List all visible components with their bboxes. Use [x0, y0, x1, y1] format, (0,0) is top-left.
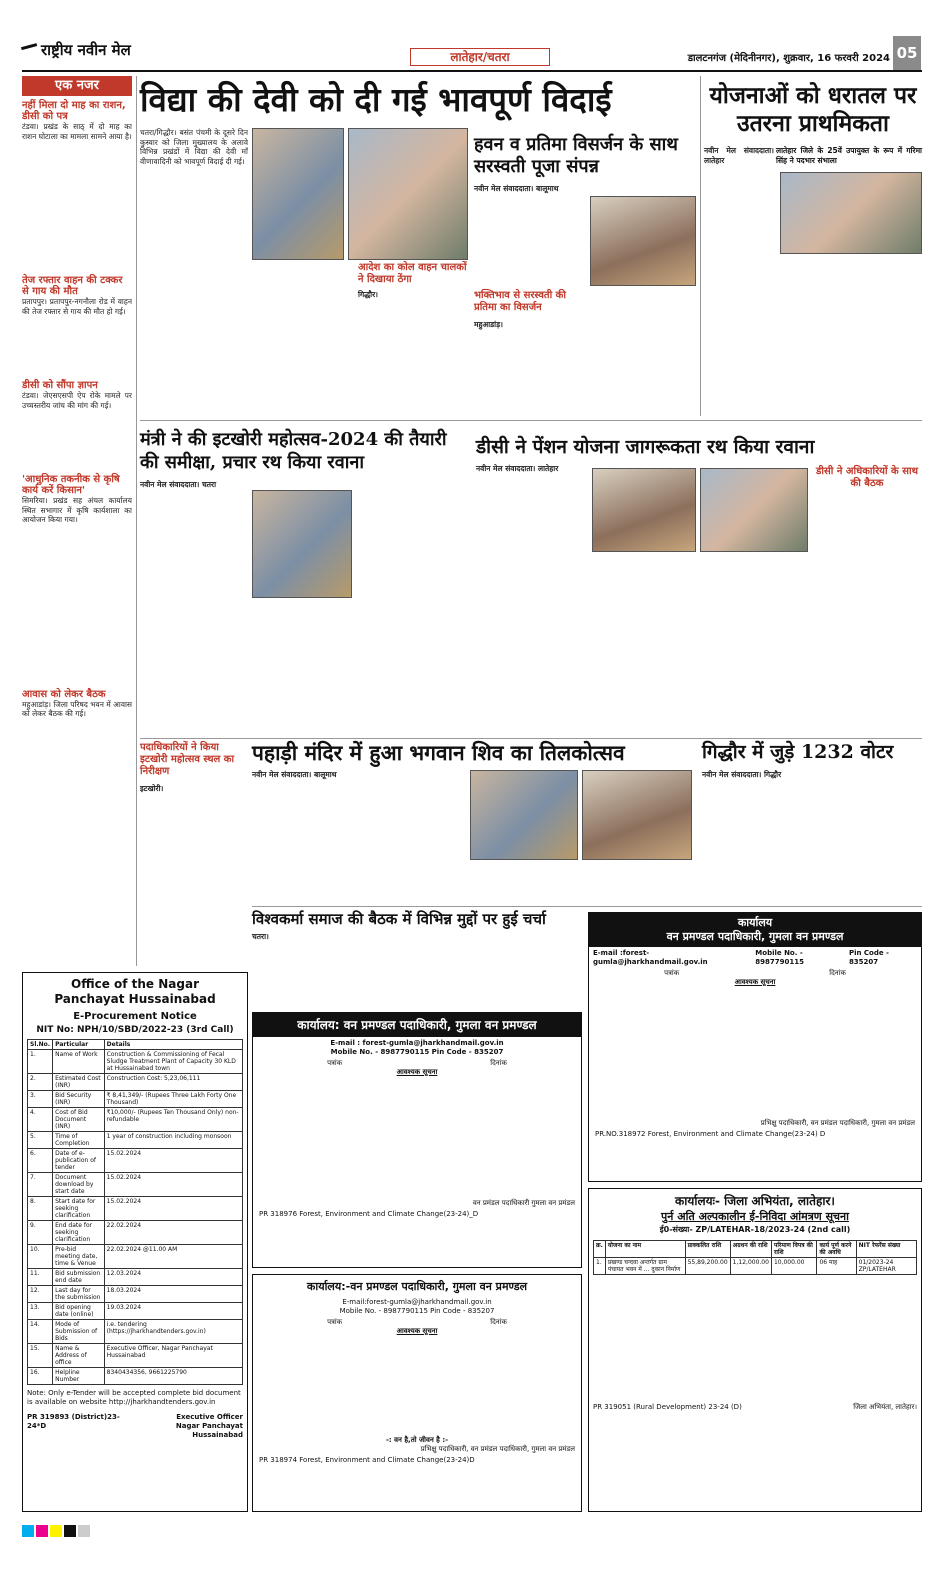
- table-header-cell: अग्रधन की राशि: [730, 1241, 771, 1258]
- table-cell: Name of Work: [53, 1050, 105, 1074]
- bird-icon: [21, 43, 39, 57]
- story-subhead: लातेहार जिले के 25वें उपायुक्त के रूप में गरिमा सिंह ने पदभार संभाला: [776, 146, 922, 165]
- notice-reference: ई0-संख्या- ZP/LATEHAR-18/2023-24 (2nd call): [659, 1225, 851, 1234]
- patrank-label: पत्रांक: [327, 1318, 343, 1326]
- table-cell: 4.: [28, 1108, 53, 1132]
- story-photo: [590, 196, 696, 286]
- masthead-logo: राष्ट्रीय नवीन मेल: [22, 40, 162, 68]
- table-cell: Construction & Commissioning of Fecal Sludge Treatment Plant of Capacity 30 KLD at Hussainabad town: [104, 1050, 242, 1074]
- story-body: [140, 492, 248, 734]
- table-cell: 9.: [28, 1221, 53, 1245]
- lead-photo-procession: [348, 128, 468, 260]
- story-body: [474, 196, 586, 286]
- brief-text: टंडवा। जेएसएसपी ऐप रोके मामले पर उच्चस्तरीय जांच की मांग की गई।: [22, 391, 132, 410]
- brief-text: महुआडांड़। जिला परिषद भवन में आवास को लेकर बैठक की गई।: [22, 699, 132, 718]
- brief-filler: [22, 141, 132, 271]
- table-cell: Bid submission end date: [53, 1269, 105, 1286]
- notice-email: E-mail : forest-gumla@jharkhandmail.gov.in: [330, 1039, 504, 1047]
- notice-signatory-office: Nagar Panchayat Hussainabad: [175, 1422, 243, 1439]
- table-cell: Pre-bid meeting date, time & Venue: [53, 1245, 105, 1269]
- table-cell: 6.: [28, 1149, 53, 1173]
- table-header-cell: NIT रेफरेंस संख्या: [856, 1241, 916, 1258]
- table-cell: ₹ 8,41,349/- (Rupees Three Lakh Forty One Thousand): [104, 1091, 242, 1108]
- table-cell: 2.: [28, 1074, 53, 1091]
- table-row: [28, 1050, 243, 1074]
- table-header-cell: Sl.No.: [28, 1040, 53, 1050]
- table-cell: Name & Address of office: [53, 1344, 105, 1368]
- story-byline: नवीन मेल संवाददाता। गिद्धौर: [702, 770, 782, 779]
- notice-heading: आवश्यक सूचना: [396, 1068, 438, 1076]
- story-byline: चतरा।: [252, 932, 269, 941]
- story-byline: महुआडांड़।: [474, 320, 503, 329]
- lead-body: चतरा/गिद्धौर। बसंत पंचमी के दूसरे दिन कुस्वार को जिला मुख्यालय के अलावे विभिन्न प्रखंडों में विद्या की देवी माँ वीणावादिनी को भावपूर्ण विदाई दी गई।: [140, 128, 248, 166]
- notice-title: कार्यालय:-वन प्रमण्डल पदाधिकारी, गुमला वन प्रमण्डल: [306, 1280, 528, 1293]
- story-body: [140, 796, 248, 962]
- story-photo-pension: [592, 468, 696, 552]
- story-byline: नवीन मेल संवाददाता। चतरा: [140, 480, 217, 489]
- notice-pin: Pin Code - 835207: [848, 949, 889, 966]
- table-header-cell: परिमाण विपत्र की राशि: [771, 1241, 817, 1258]
- table-cell: 22.02.2024 @11.00 AM: [104, 1245, 242, 1269]
- section-label: लातेहार/चतरा: [410, 48, 550, 66]
- story-body: [252, 602, 352, 734]
- magenta-swatch: [36, 1525, 48, 1537]
- table-row: [28, 1286, 243, 1303]
- notice-footer: [27, 1413, 243, 1440]
- table-header-cell: Details: [104, 1040, 242, 1050]
- table-cell: 19.03.2024: [104, 1303, 242, 1320]
- brief-headline: 'आधुनिक तकनीक से कृषि कार्य करें किसान': [22, 474, 120, 496]
- notice-terms: [593, 1279, 917, 1399]
- notice-signatory: जिला अभियंता, लातेहार।: [853, 1403, 917, 1411]
- story-body: [704, 262, 922, 412]
- table-cell: Bid Security (INR): [53, 1091, 105, 1108]
- table-cell: Executive Officer, Nagar Panchayat Hussainabad: [104, 1344, 242, 1368]
- brief-filler: [22, 525, 132, 685]
- table-cell: 10,000.00: [771, 1258, 817, 1275]
- print-registration-bar: [22, 1522, 922, 1536]
- story-byline: गिद्धौर।: [358, 290, 379, 299]
- ek-nazar-label: एक नजर: [22, 76, 132, 96]
- table-cell: 11.: [28, 1269, 53, 1286]
- table-cell: 15.: [28, 1344, 53, 1368]
- story-headline: योजनाओं को धरातल पर उतरना प्राथमिकता: [709, 82, 917, 137]
- notice-mobile: Mobile No. - 8987790115 Pin Code - 835207: [339, 1307, 495, 1315]
- notice-body: [259, 1079, 575, 1197]
- cyan-swatch: [22, 1525, 34, 1537]
- table-cell: 5.: [28, 1132, 53, 1149]
- story-photo-dc: [780, 172, 922, 254]
- page-number: 05: [893, 36, 921, 70]
- table-row: [28, 1368, 243, 1385]
- table-header-cell: योजना का नाम: [605, 1241, 685, 1258]
- table-cell: Start date for seeking clarification: [53, 1197, 105, 1221]
- table-header-row: [28, 1040, 243, 1050]
- story-headline: डीसी ने अधिकारियों के साथ की बैठक: [816, 466, 918, 489]
- table-cell: 1.: [594, 1258, 606, 1275]
- table-row: [28, 1221, 243, 1245]
- table-row: [28, 1320, 243, 1344]
- row-divider: [140, 420, 922, 421]
- notice-title: Office of the Nagar: [71, 977, 199, 991]
- story-byline: नवीन मेल संवाददाता। लातेहार: [704, 146, 774, 165]
- table-row: [28, 1269, 243, 1286]
- table-cell: 01/2023-24 ZP/LATEHAR: [856, 1258, 916, 1275]
- table-row: [28, 1091, 243, 1108]
- brief-headline: तेज रफ्तार वाहन की टक्कर से गाय की मौत: [22, 275, 123, 297]
- table-cell: 55,89,200.00: [685, 1258, 730, 1275]
- table-cell: 10.: [28, 1245, 53, 1269]
- notice-subtitle: E-Procurement Notice: [73, 1011, 197, 1022]
- story-body: [358, 302, 470, 414]
- table-cell: Document download by start date: [53, 1173, 105, 1197]
- table-header-cell: प्राक्कलित राशि: [685, 1241, 730, 1258]
- story-headline: मंत्री ने की इटखोरी महोत्सव-2024 की तैयारी की समीक्षा, प्रचार रथ किया रवाना: [140, 429, 447, 473]
- masthead-rule: [22, 70, 922, 72]
- brief-headline: आवास को लेकर बैठक: [22, 688, 106, 700]
- table-row: [28, 1149, 243, 1173]
- notice-pr-number: PR 319051 (Rural Development) 23-24 (D): [593, 1403, 742, 1411]
- notice-mobile: Mobile No. - 8987790115 Pin Code - 835207: [330, 1048, 504, 1056]
- table-cell: 12.: [28, 1286, 53, 1303]
- table-cell: Mode of Submission of Bids: [53, 1320, 105, 1344]
- table-cell: 8.: [28, 1197, 53, 1221]
- story-body: [702, 782, 812, 902]
- story-photo-temple: [470, 770, 578, 860]
- story-body: [476, 476, 588, 734]
- story-headline: पदाधिकारियों ने किया इटखोरी महोत्सव स्थल का निरीक्षण: [140, 742, 235, 777]
- story-body: [356, 490, 470, 734]
- table-cell: 13.: [28, 1303, 53, 1320]
- notice-title: कार्यालयः- जिला अभियंता, लातेहार।: [675, 1194, 835, 1208]
- table-row: [28, 1303, 243, 1320]
- table-cell: Time of Completion: [53, 1132, 105, 1149]
- table-cell: 06 माह: [817, 1258, 856, 1275]
- table-cell: 14.: [28, 1320, 53, 1344]
- notice-nit-number: NIT No: NPH/10/SBD/2022-23 (3rd Call): [36, 1025, 234, 1035]
- story-body: [252, 942, 582, 972]
- table-cell: End date for seeking clarification: [53, 1221, 105, 1245]
- lead-photo-idol: [252, 128, 344, 260]
- tender-table: [27, 1039, 243, 1385]
- table-cell: Bid opening date (online): [53, 1303, 105, 1320]
- story-body: [590, 290, 696, 414]
- tender-notice-latehar: [588, 1188, 922, 1512]
- column-divider: [700, 76, 701, 416]
- table-cell: Cost of Bid Document (INR): [53, 1108, 105, 1132]
- story-headline: विश्वकर्मा समाज की बैठक में विभिन्न मुद्दों पर हुई चर्चा: [252, 910, 546, 928]
- brief-text: सिमरिया। प्रखंड सह अंचल कार्यालय स्थित सभागार में कृषि कार्यशाला का आयोजन किया गया।: [22, 496, 132, 524]
- notice-header: [589, 913, 921, 947]
- table-cell: i.e. tendering (https://jharkhandtenders.gov.in): [104, 1320, 242, 1344]
- table-cell: ₹10,000/- (Rupees Ten Thousand Only) non-refundable: [104, 1108, 242, 1132]
- table-row: [28, 1132, 243, 1149]
- story-byline: इटखोरी।: [140, 784, 164, 793]
- notice-mobile: Mobile No. - 8987790115: [755, 949, 805, 966]
- table-row: [28, 1344, 243, 1368]
- patrank-label: पत्रांक: [664, 969, 680, 977]
- notice-title-2: वन प्रमण्डल पदाधिकारी, गुमला वन प्रमण्डल: [666, 930, 844, 943]
- brief-text: प्रतापपुर। प्रतापपुर-नगनौला रोड में वाहन की तेज रफ्तार से गाय की मौत हो गई।: [22, 297, 132, 316]
- forest-notice-3: [588, 912, 922, 1182]
- table-cell: Last day for the submission: [53, 1286, 105, 1303]
- grey-swatch: [78, 1525, 90, 1537]
- table-cell: 3.: [28, 1091, 53, 1108]
- story-photo-temple-2: [582, 770, 692, 860]
- brief-filler: [22, 410, 132, 470]
- table-header-cell: Particular: [53, 1040, 105, 1050]
- notice-pr-number: PR 318976 Forest, Environment and Climate Change(23-24)_D: [259, 1210, 479, 1218]
- story-headline: भक्तिभाव से सरस्वती की प्रतिमा का विसर्जन: [474, 290, 566, 313]
- table-cell: 15.02.2024: [104, 1173, 242, 1197]
- column-divider: [136, 76, 137, 966]
- dinank-label: दिनांक: [490, 1059, 507, 1067]
- table-row: [28, 1173, 243, 1197]
- table-cell: Helpline Number: [53, 1368, 105, 1385]
- edition-date: डालटनगंज (मेदिनीनगर), शुक्रवार, 16 फरवरी 2024: [687, 53, 890, 64]
- table-header-cell: क्र.: [594, 1241, 606, 1258]
- forest-notice-1: [252, 1012, 582, 1268]
- story-headline: डीसी ने पेंशन योजना जागरूकता रथ किया रवाना: [476, 436, 815, 458]
- table-cell: प्रखण्ड चन्दवा अन्तर्गत ग्राम पंचायत भवन में ... दुकान निर्माण: [605, 1258, 685, 1275]
- table-cell: 18.03.2024: [104, 1286, 242, 1303]
- notice-title-2: Panchayat Hussainabad: [54, 992, 216, 1006]
- table-cell: 15.02.2024: [104, 1197, 242, 1221]
- notice-heading: आवश्यक सूचना: [734, 978, 776, 986]
- table-header-cell: कार्य पूर्ण करने की अवधि: [817, 1241, 856, 1258]
- notice-signatory: प्रभिक्षु पदाधिकारी, वन प्रमंडल पदाधिकारी, गुमला वन प्रमंडल: [420, 1445, 575, 1453]
- table-row: [28, 1108, 243, 1132]
- table-cell: 1,12,000.00: [730, 1258, 771, 1275]
- story-body: [356, 770, 466, 902]
- black-swatch: [64, 1525, 76, 1537]
- notice-signatory: Executive Officer: [176, 1413, 243, 1421]
- notice-body: [259, 1338, 575, 1434]
- brief-headline: नहीं मिला दो माह का राशन, डीसी को पत्र: [22, 100, 126, 122]
- story-byline: नवीन मेल संवाददाता। बालूमाथ: [252, 770, 337, 779]
- table-row: [28, 1245, 243, 1269]
- story-headline: पहाड़ी मंदिर में हुआ भगवान शिव का तिलकोत्सव: [252, 740, 625, 765]
- dinank-label: दिनांक: [490, 1318, 507, 1326]
- notice-pr-number: PR.NO.318972 Forest, Environment and Climate Change(23-24) D: [595, 1130, 826, 1138]
- table-cell: 16.: [28, 1368, 53, 1385]
- table-cell: Estimated Cost (INR): [53, 1074, 105, 1091]
- table-row: [28, 1197, 243, 1221]
- notice-body: [595, 989, 915, 1117]
- notice-email: E-mail :forest-gumla@jharkhandmail.gov.in: [593, 949, 708, 966]
- notice-subtitle: पुर्न अति अल्पकालीन ई-निविदा आंमत्रण सूचना: [661, 1210, 849, 1223]
- table-cell: 12.03.2024: [104, 1269, 242, 1286]
- notice-email: E-mail:forest-gumla@jharkhandmail.gov.in: [342, 1298, 492, 1306]
- notice-pr-number: PR 319893 (District)23-24*D: [27, 1413, 120, 1430]
- story-body: [816, 770, 922, 902]
- dinank-label: दिनांक: [829, 969, 846, 977]
- story-body: [474, 332, 586, 414]
- story-body: [470, 862, 692, 902]
- story-body: [812, 492, 922, 734]
- brief-filler: [22, 316, 132, 376]
- notice-slogan: -: वन है,तो जीवन है :-: [385, 1436, 449, 1444]
- table-cell: Construction Cost: 5,23,06,111: [104, 1074, 242, 1091]
- brief-headline: डीसी को सौंपा ज्ञापन: [22, 380, 98, 391]
- lead-headline: विद्या की देवी को दी गई भावपूर्ण विदाई: [140, 80, 612, 119]
- table-cell: 7.: [28, 1173, 53, 1197]
- notice-heading: आवश्यक सूचना: [396, 1327, 438, 1335]
- notice-title: कार्यालय: [737, 916, 773, 929]
- story-photo-rath: [252, 490, 352, 598]
- row-divider: [252, 906, 922, 907]
- notice-title: कार्यालय: वन प्रमण्डल पदाधिकारी, गुमला वन प्रमण्डल: [253, 1013, 581, 1037]
- table-cell: 1 year of construction including monsoon: [104, 1132, 242, 1149]
- story-byline: नवीन मेल संवाददाता। लातेहार: [476, 464, 559, 473]
- notice-note: Note: Only e-Tender will be accepted complete bid document is available on website http://jharkhandtenders.gov.in: [27, 1389, 241, 1406]
- yellow-swatch: [50, 1525, 62, 1537]
- story-headline: गिद्धौर में जुड़े 1232 वोटर: [702, 741, 894, 763]
- ek-nazar-column: [22, 76, 132, 976]
- story-headline: आदेश का कोल वाहन चालकों ने दिखाया ठेंगा: [358, 262, 467, 285]
- brief-text: टंडवा। प्रखंड के साठ् में दो माह का राशन घोटाला का मामला सामने आया है।: [22, 122, 132, 141]
- story-byline: नवीन मेल संवाददाता। बालूमाथ: [474, 184, 559, 193]
- tender-notice-nagar-panchayat: [22, 972, 248, 1512]
- table-cell: 15.02.2024: [104, 1149, 242, 1173]
- table-row: [28, 1074, 243, 1091]
- story-body: [252, 782, 352, 902]
- story-headline: हवन व प्रतिमा विसर्जन के साथ सरस्वती पूजा संपन्न: [474, 134, 678, 177]
- table-cell: 1.: [28, 1050, 53, 1074]
- story-body: [592, 556, 808, 734]
- notice-signatory: प्रभिक्षु पदाधिकारी, वन प्रमंडल पदाधिकारी, गुमला वन प्रमंडल: [760, 1119, 915, 1127]
- patrank-label: पत्रांक: [327, 1059, 343, 1067]
- tender-table: [593, 1240, 917, 1275]
- story-photo-pension-2: [700, 468, 808, 552]
- table-cell: 22.02.2024: [104, 1221, 242, 1245]
- table-cell: Date of e-publication of tender: [53, 1149, 105, 1173]
- table-cell: 8340434356, 9661225790: [104, 1368, 242, 1385]
- notice-pr-number: PR 318974 Forest, Environment and Climate Change(23-24)D: [259, 1456, 475, 1464]
- forest-notice-2: [252, 1274, 582, 1512]
- row-divider: [140, 738, 922, 739]
- notice-signatory: वन प्रमंडल पदाधिकारी गुमला वन प्रमंडल: [472, 1199, 575, 1207]
